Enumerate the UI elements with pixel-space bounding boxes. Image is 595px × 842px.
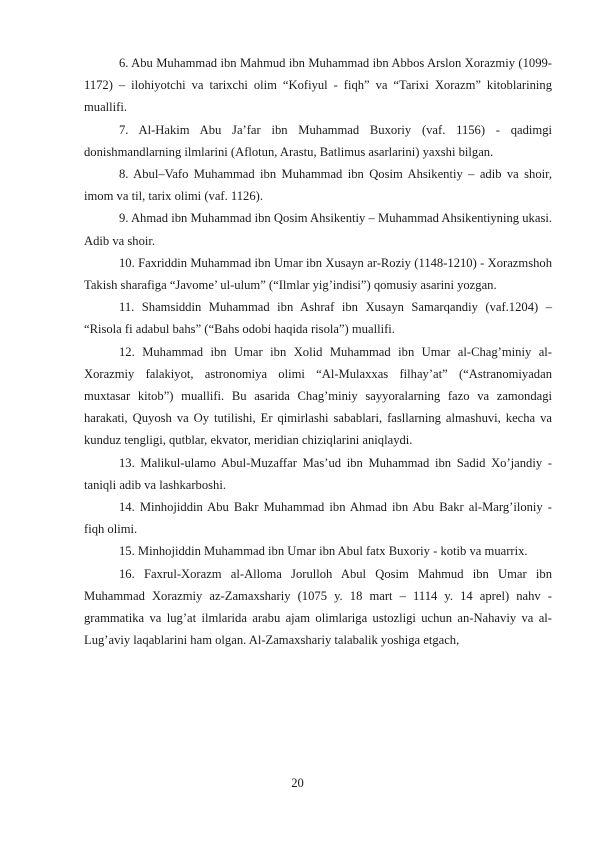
paragraph-10: 10. Faxriddin Muhammad ibn Umar ibn Xusayn ar-Roziy (1148-1210) - Xorazmshoh Takish sharafiga “Javome’ ul-ulum” (“Ilmlar yig’indisi”) qomusiy asarini yozgan. (84, 255, 552, 293)
page-number: 20 (291, 776, 304, 790)
paragraph-11: 11. Shamsiddin Muhammad ibn Ashraf ibn Xusayn Samarqandiy (vaf.1204) – “Risola fi adabul bahs” (“Bahs odobi haqida risola”) muallifi. (84, 300, 552, 337)
document-body (84, 52, 552, 651)
paragraph-16: 16. Faxrul-Xorazm al-Alloma Jorulloh Abul Qosim Mahmud ibn Umar ibn Muhammad Xorazmiy az-Zamaxshariy (1075 y. 18 mart – 1114 y. 14 aprel) nahv - grammatika va lug’at ilmlarida arabu ajam olimlariga ustozligi uchun an-Nahaviy va al-Lug’aviy laqablarini ham olgan. Al-Zamaxshariy talabalik yoshiga etgach, (84, 566, 552, 648)
paragraph-8: 8. Abul–Vafo Muhammad ibn Muhammad ibn Qosim Ahsikentiy – adib va shoir, imom va til, tarix olimi (vaf. 1126). (84, 167, 552, 204)
paragraph-7: 7. Al-Hakim Abu Ja’far ibn Muhammad Buxoriy (vaf. 1156) - qadimgi donishmandlarning ilmlarini (Aflotun, Arastu, Batlimus asarlarini) yaxshi bilgan. (84, 122, 552, 159)
paragraph-14: 14. Minhojiddin Abu Bakr Muhammad ibn Ahmad ibn Abu Bakr al-Marg’iloniy - fiqh olimi. (84, 500, 552, 537)
paragraph-12: 12. Muhammad ibn Umar ibn Xolid Muhammad ibn Umar al-Chag’miniy al-Xorazmiy falakiyot, astronomiya olimi “Al-Mulaxxas filhay’at” (“Astranomiyadan muxtasar kitob”) muallifi. Bu asarida Chag’miniy sayyoralarning fazo va zamondagi harakati, Quyosh va Oy tutilishi, Er qimirlashi sabablari, fasllarning almashuvi, kecha va kunduz tengligi, qutblar, ekvator, meridian chiziqlarini aniqlaydi. (84, 344, 552, 448)
paragraph-13: 13. Malikul-ulamo Abul-Muzaffar Mas’ud ibn Muhammad ibn Sadid Xo’jandiy - taniqli adib va lashkarboshi. (84, 455, 552, 492)
paragraph-9: 9. Ahmad ibn Muhammad ibn Qosim Ahsikentiy – Muhammad Ahsikentiyning ukasi. Adib va shoir. (84, 211, 552, 248)
paragraph-15: 15. Minhojiddin Muhammad ibn Umar ibn Abul fatx Buxoriy - kotib va muarrix. (119, 544, 528, 559)
paragraph-6: 6. Abu Muhammad ibn Mahmud ibn Muhammad ibn Abbos Arslon Xorazmiy (1099-1172) – ilohiyotchi va tarixchi olim “Kofiyul - fiqh” va “Tarixi Xorazm” kitoblarining muallifi. (84, 56, 552, 115)
